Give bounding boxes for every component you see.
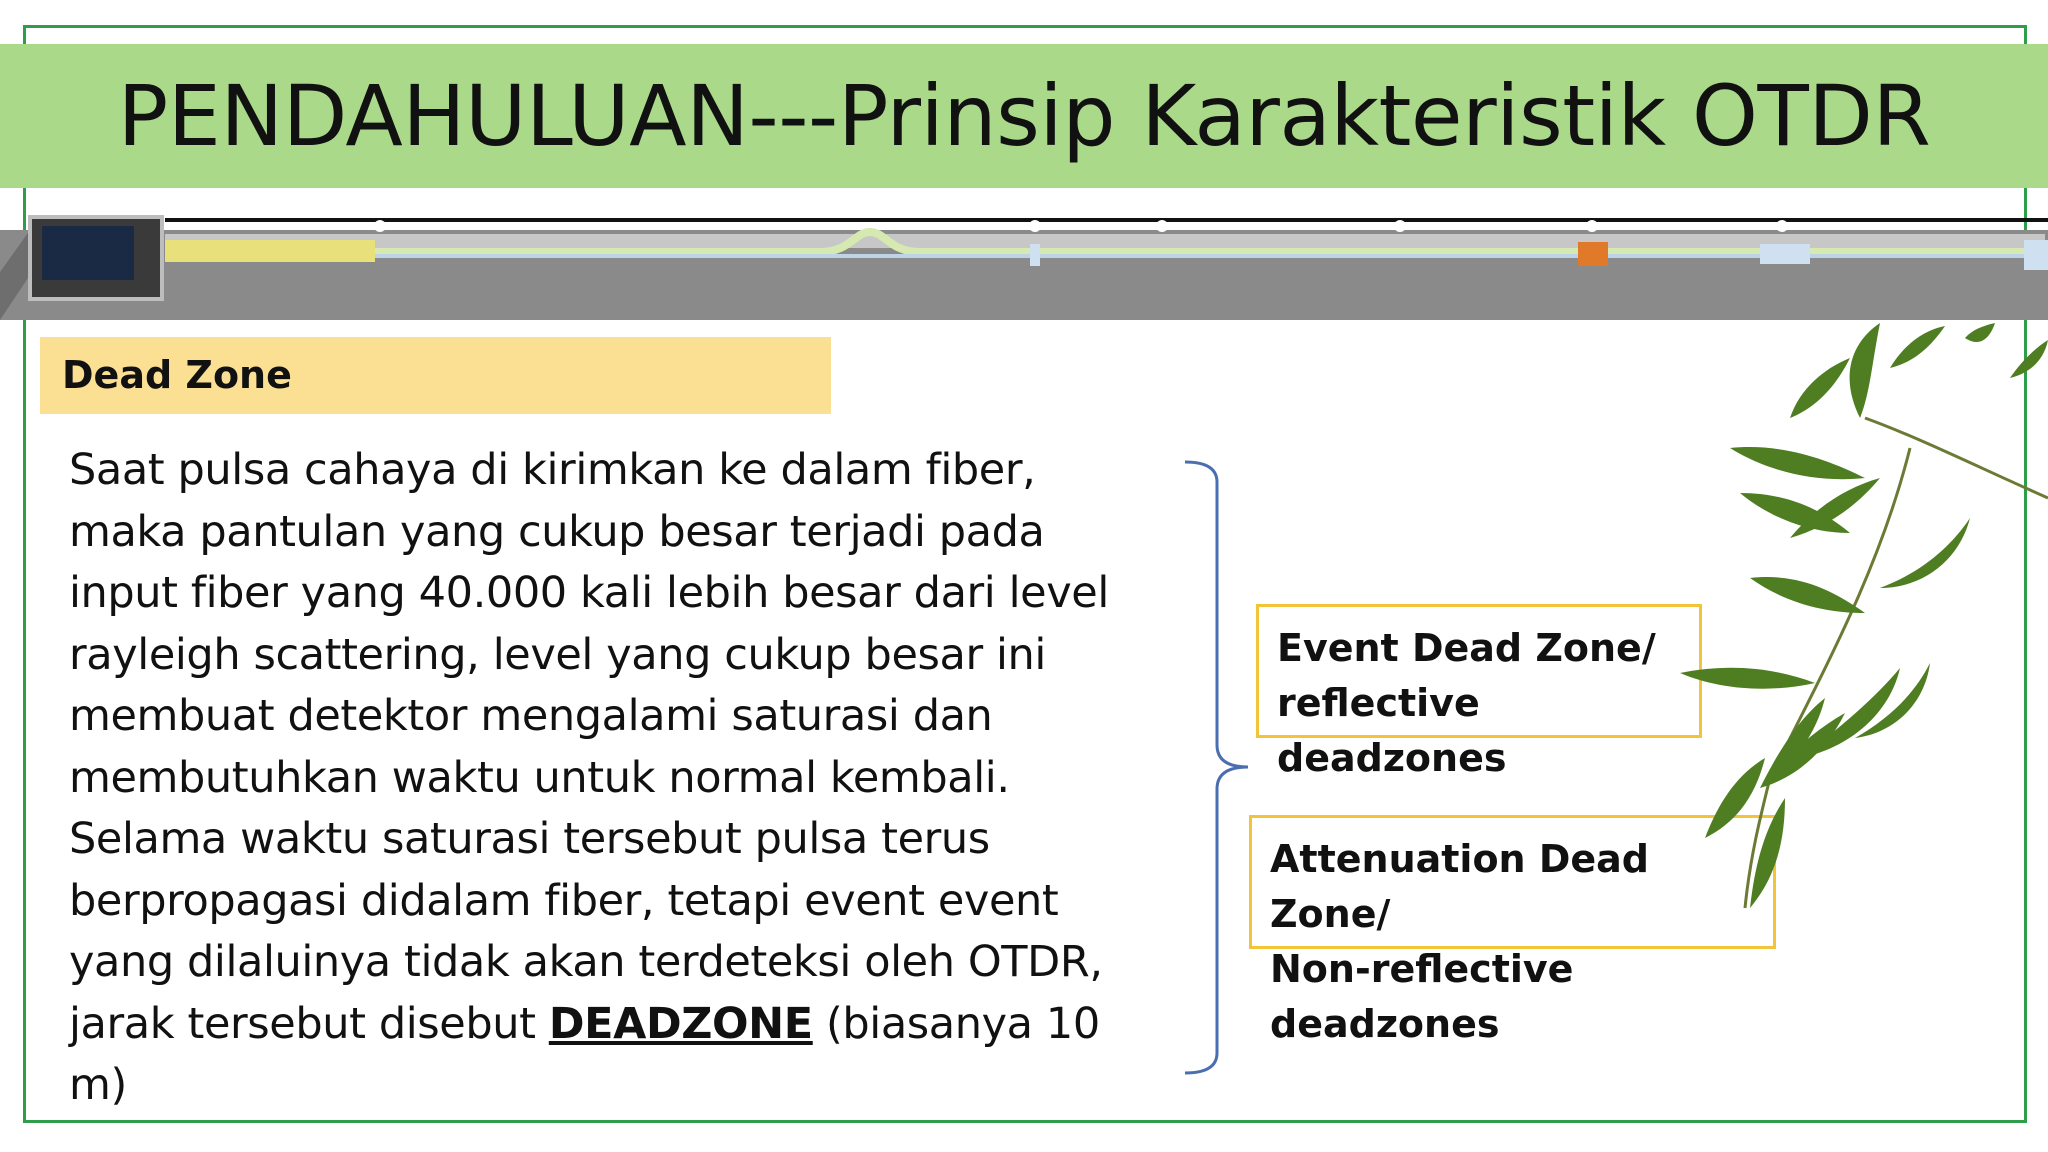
bamboo-leaves-decoration — [1650, 318, 2048, 910]
attenuation-dead-zone-title: Attenuation Dead Zone/ — [1270, 837, 1649, 936]
event-dead-zone-box — [1256, 604, 1702, 780]
body-text: Saat pulsa cahaya di kirimkan ke dalam fiber, maka pantulan yang cukup besar terjadi pada input fiber yang 40.000 kali lebih besar dari level rayleigh scattering, level yang cukup besar ini membuat detektor mengalami saturasi dan membutuhkan waktu untuk normal kembali. Selama waktu saturasi tersebut pulsa terus berpropagasi didalam fiber, tetapi event event yang dilaluinya tidak akan terdeteksi oleh OTDR, jarak tersebut disebut — [69, 445, 1109, 1049]
event-dead-zone-subtitle: reflective deadzones — [1277, 681, 1507, 780]
event-dead-zone-title: Event Dead Zone/ — [1277, 626, 1656, 670]
slide-title: PENDAHULUAN---Prinsip Karakteristik OTDR — [117, 67, 1931, 165]
section-heading-band — [40, 337, 831, 414]
attenuation-dead-zone-subtitle: Non-reflective deadzones — [1270, 947, 1574, 1046]
otdr-trace-illustration — [0, 212, 2048, 320]
dead-zone-explanation — [69, 440, 1149, 1117]
title-band — [0, 44, 2048, 188]
deadzone-keyword: DEADZONE — [548, 998, 813, 1049]
body-suffix: (biasanya 10 m) — [69, 998, 1100, 1110]
curly-brace — [1180, 460, 1260, 1075]
section-heading: Dead Zone — [62, 353, 292, 397]
